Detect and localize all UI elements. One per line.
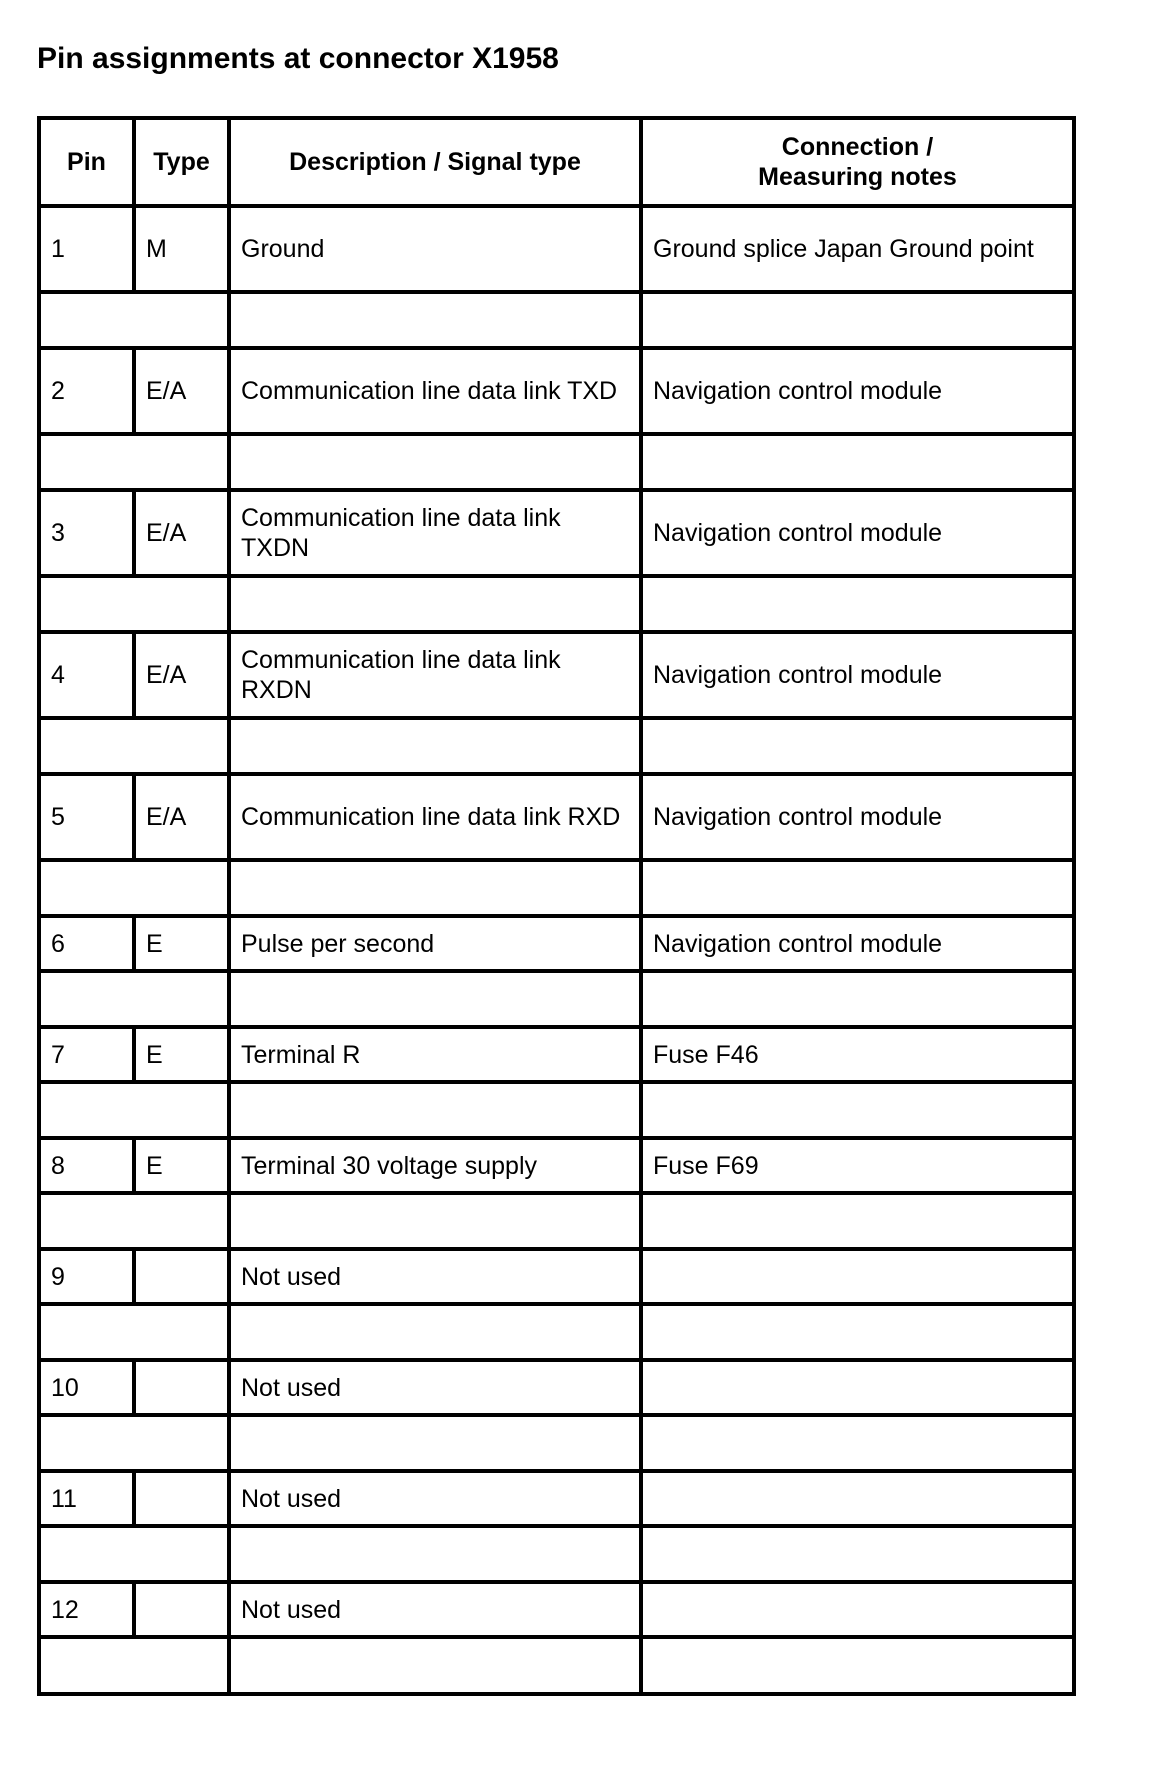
connection-cell: Navigation control module <box>641 774 1074 860</box>
table-row <box>39 916 1074 971</box>
connection-cell: Fuse F69 <box>641 1138 1074 1193</box>
type-cell <box>134 1249 229 1304</box>
spacer-row <box>39 718 1074 774</box>
type-cell: E <box>134 916 229 971</box>
connection-cell: Ground splice Japan Ground point <box>641 206 1074 292</box>
table-row <box>39 1249 1074 1304</box>
spacer-row <box>39 434 1074 490</box>
description-cell: Terminal R <box>229 1027 641 1082</box>
pin-cell: 7 <box>39 1027 134 1082</box>
table-row <box>39 1138 1074 1193</box>
spacer-row <box>39 1415 1074 1471</box>
pin-cell: 8 <box>39 1138 134 1193</box>
connection-cell: Fuse F46 <box>641 1027 1074 1082</box>
type-cell <box>134 1582 229 1637</box>
header-connection-line1: Connection / <box>781 133 934 161</box>
pin-cell: 9 <box>39 1249 134 1304</box>
pin-cell: 11 <box>39 1471 134 1526</box>
description-cell: Communication line data link TXDN <box>229 490 641 576</box>
type-cell: E <box>134 1027 229 1082</box>
pin-cell: 3 <box>39 490 134 576</box>
pin-cell: 4 <box>39 632 134 718</box>
type-cell: E <box>134 1138 229 1193</box>
description-cell: Terminal 30 voltage supply <box>229 1138 641 1193</box>
spacer-row <box>39 860 1074 916</box>
pin-cell: 10 <box>39 1360 134 1415</box>
header-type: Type <box>134 118 229 206</box>
description-cell: Ground <box>229 206 641 292</box>
description-cell: Not used <box>229 1582 641 1637</box>
header-connection-line2: Measuring notes <box>758 163 957 191</box>
description-cell: Communication line data link RXD <box>229 774 641 860</box>
table-row <box>39 1360 1074 1415</box>
connection-cell: Navigation control module <box>641 490 1074 576</box>
table-header-row <box>39 118 1074 206</box>
table-row <box>39 1582 1074 1637</box>
description-cell: Not used <box>229 1249 641 1304</box>
connection-cell: Navigation control module <box>641 632 1074 718</box>
pin-cell: 2 <box>39 348 134 434</box>
connection-cell: Navigation control module <box>641 348 1074 434</box>
table-row <box>39 774 1074 860</box>
header-description: Description / Signal type <box>229 118 641 206</box>
table-row <box>39 490 1074 576</box>
connection-cell <box>641 1249 1074 1304</box>
type-cell: M <box>134 206 229 292</box>
connection-cell <box>641 1471 1074 1526</box>
connection-cell <box>641 1360 1074 1415</box>
type-cell: E/A <box>134 348 229 434</box>
table-row <box>39 1027 1074 1082</box>
type-cell: E/A <box>134 632 229 718</box>
description-cell: Communication line data link RXDN <box>229 632 641 718</box>
spacer-row <box>39 1637 1074 1694</box>
pin-cell: 12 <box>39 1582 134 1637</box>
spacer-row <box>39 971 1074 1027</box>
description-cell: Not used <box>229 1471 641 1526</box>
type-cell: E/A <box>134 490 229 576</box>
type-cell: E/A <box>134 774 229 860</box>
table-row <box>39 632 1074 718</box>
header-pin: Pin <box>39 118 134 206</box>
spacer-row <box>39 1193 1074 1249</box>
spacer-row <box>39 576 1074 632</box>
type-cell <box>134 1360 229 1415</box>
description-cell: Not used <box>229 1360 641 1415</box>
header-connection <box>641 118 1074 206</box>
connection-cell <box>641 1582 1074 1637</box>
connection-cell: Navigation control module <box>641 916 1074 971</box>
table-row <box>39 348 1074 434</box>
description-cell: Pulse per second <box>229 916 641 971</box>
pin-cell: 5 <box>39 774 134 860</box>
pin-assignment-table <box>37 116 1076 1696</box>
description-cell: Communication line data link TXD <box>229 348 641 434</box>
table-row <box>39 1471 1074 1526</box>
spacer-row <box>39 292 1074 348</box>
spacer-row <box>39 1082 1074 1138</box>
type-cell <box>134 1471 229 1526</box>
page-title: Pin assignments at connector X1958 <box>37 42 559 75</box>
table-row <box>39 206 1074 292</box>
pin-cell: 1 <box>39 206 134 292</box>
spacer-row <box>39 1304 1074 1360</box>
pin-cell: 6 <box>39 916 134 971</box>
spacer-row <box>39 1526 1074 1582</box>
